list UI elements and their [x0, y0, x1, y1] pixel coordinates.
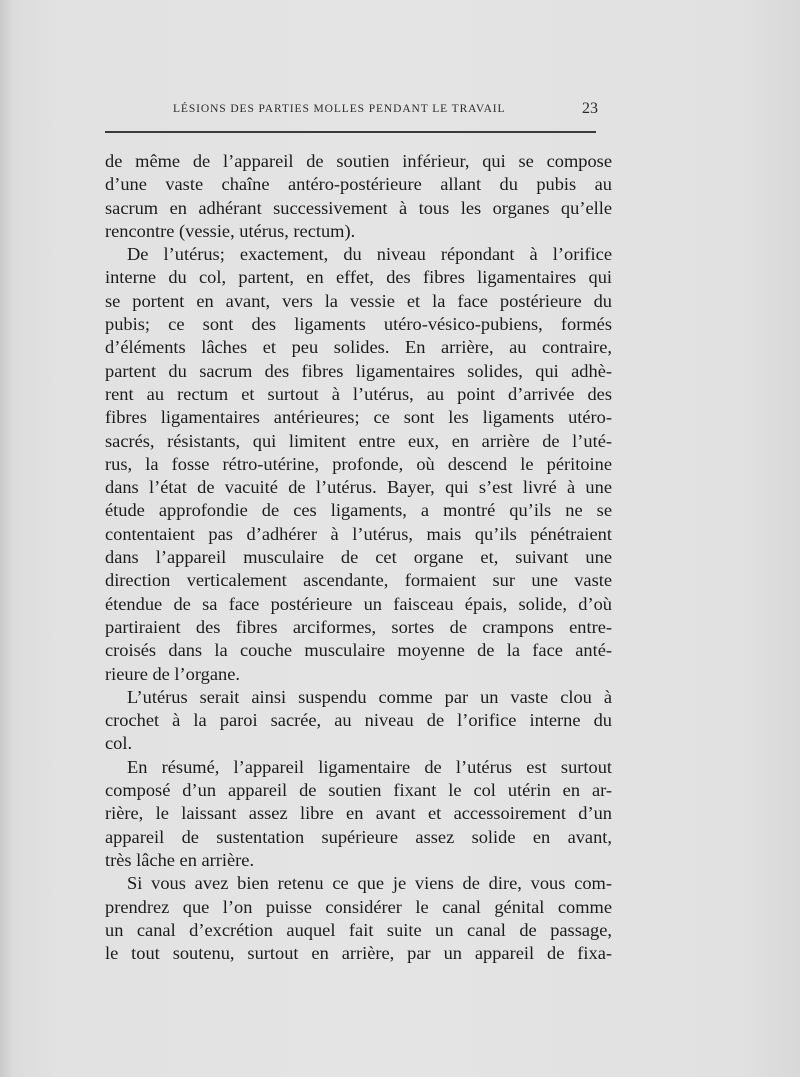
text-line: très lâche en arrière. [105, 849, 255, 870]
text-line: un canal d’excrétion auquel fait suite un canal de passage, [105, 919, 612, 940]
body-text [105, 150, 612, 965]
text-line: interne du col, partent, en effet, des fibres ligamentaires qui [105, 267, 612, 288]
text-line: rière, le laissant assez libre en avant et accessoirement d’un [105, 803, 612, 824]
text-line: composé d’un appareil de soutien fixant le col utérin en ar- [105, 780, 612, 801]
page-number: 23 [582, 100, 598, 117]
text-line: De l’utérus; exactement, du niveau répondant à l’orifice [127, 244, 612, 265]
text-line: sacrum en adhérant successivement à tous les organes qu’elle [105, 197, 612, 218]
text-line: d’une vaste chaîne antéro-postérieure allant du pubis au [105, 174, 612, 195]
text-line: En résumé, l’appareil ligamentaire de l’utérus est surtout [127, 756, 612, 777]
text-line: Si vous avez bien retenu ce que je viens de dire, vous com- [127, 873, 612, 894]
text-line: col. [105, 733, 133, 754]
text-line: étude approfondie de ces ligaments, a montré qu’ils ne se [105, 500, 612, 521]
text-line: fibres ligamentaires antérieures; ce sont les ligaments utéro- [105, 407, 612, 428]
text-line: le tout soutenu, surtout en arrière, par un appareil de fixa- [105, 943, 612, 964]
text-line: partent du sacrum des fibres ligamentaires solides, qui adhè- [105, 360, 612, 381]
text-line: crochet à la paroi sacrée, au niveau de l’orifice interne du [105, 710, 612, 731]
text-line: prendrez que l’on puisse considérer le canal génital comme [105, 896, 612, 917]
text-line: rent au rectum et surtout à l’utérus, au point d’arrivée des [105, 383, 612, 404]
text-line: dans l’état de vacuité de l’utérus. Bayer, qui s’est livré à une [105, 477, 612, 498]
text-line: rieure de l’organe. [105, 663, 240, 684]
text-line: appareil de sustentation supérieure assez solide en avant, [105, 826, 612, 847]
header-rule [105, 131, 596, 133]
text-line: contentaient pas d’adhérer à l’utérus, mais qu’ils pénétraient [105, 523, 612, 544]
text-line: se portent en avant, vers la vessie et la face postérieure du [105, 290, 612, 311]
text-line: étendue de sa face postérieure un faisceau épais, solide, d’où [105, 593, 612, 614]
text-line: partiraient des fibres arciformes, sortes de crampons entre- [105, 616, 612, 637]
text-line: de même de l’appareil de soutien inférieur, qui se compose [105, 151, 612, 171]
text-line: direction verticalement ascendante, formaient sur une vaste [105, 570, 612, 591]
text-line: dans l’appareil musculaire de cet organe et, suivant une [105, 547, 612, 568]
running-title: LÉSIONS DES PARTIES MOLLES PENDANT LE TRAVAIL [173, 103, 506, 115]
text-line: rus, la fosse rétro-utérine, profonde, où descend le péritoine [105, 453, 612, 474]
text-line: croisés dans la couche musculaire moyenne de la face anté- [105, 640, 612, 661]
text-line: rencontre (vessie, utérus, rectum). [105, 220, 356, 241]
text-line: pubis; ce sont des ligaments utéro-vésico-pubiens, formés [105, 314, 612, 335]
text-line: sacrés, résistants, qui limitent entre eux, en arrière de l’uté- [105, 430, 612, 451]
running-head [105, 100, 598, 125]
text-line: L’utérus serait ainsi suspendu comme par un vaste clou à [127, 686, 612, 707]
text-line: d’éléments lâches et peu solides. En arrière, au contraire, [105, 337, 612, 358]
